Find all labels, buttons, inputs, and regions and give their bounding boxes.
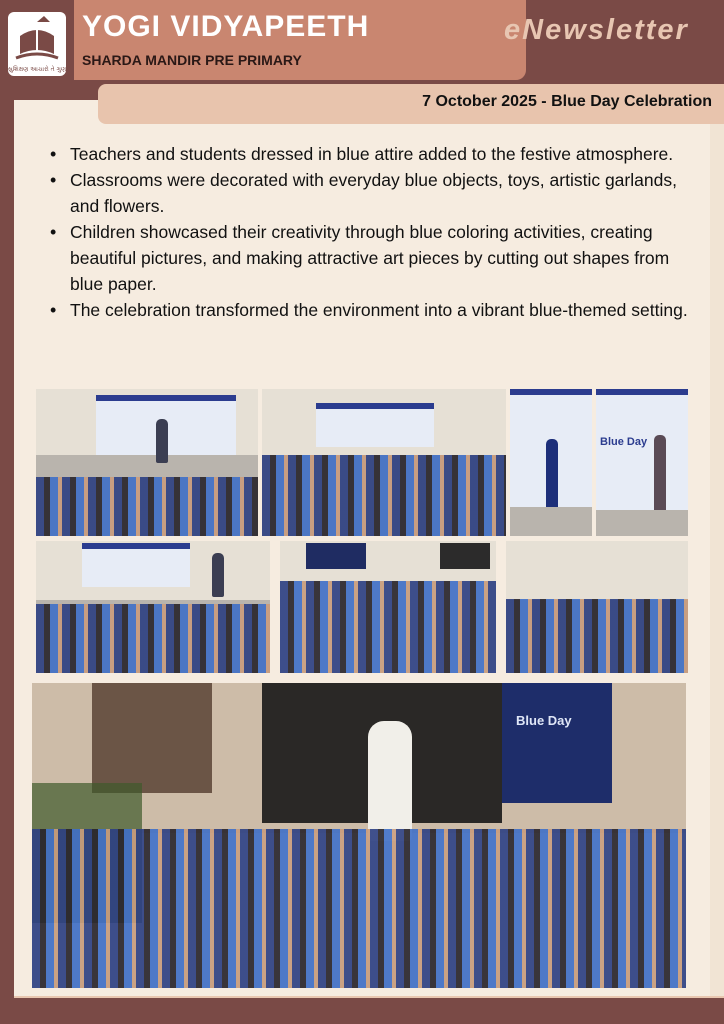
left-border-strip bbox=[0, 0, 14, 1024]
big-blue-day-label: Blue Day bbox=[516, 713, 572, 728]
logo-caption: સુશિક્ષણ આચારો તે ગુણ bbox=[7, 66, 67, 73]
photo-blue-day-teacher bbox=[596, 389, 688, 536]
footer-bar bbox=[0, 998, 724, 1024]
photo-classroom-stage-2 bbox=[262, 389, 506, 536]
photo-classroom-seated-2 bbox=[280, 541, 496, 673]
photo-girl-blue-dress bbox=[510, 389, 592, 536]
school-subtitle: SHARDA MANDIR PRE PRIMARY bbox=[82, 52, 302, 68]
bullet-item: • Teachers and students dressed in blue attire added to the festive atmosphere. bbox=[48, 141, 688, 167]
bullet-list bbox=[48, 141, 688, 323]
date-title: 7 October 2025 - Blue Day Celebration bbox=[422, 93, 712, 110]
big-blue-day-sign bbox=[502, 703, 612, 743]
photo-classroom-seated-1 bbox=[36, 541, 270, 673]
bullet-item: • Classrooms were decorated with everyday blue objects, toys, artistic garlands, and flowers. bbox=[48, 167, 688, 219]
school-logo bbox=[6, 6, 68, 82]
blue-day-label: Blue Day bbox=[600, 436, 648, 448]
bullet-item: • The celebration transformed the environment into a vibrant blue-themed setting. bbox=[48, 297, 688, 323]
photo-classroom-seated-3 bbox=[506, 541, 688, 673]
enewsletter-label: eNewsletter bbox=[504, 14, 689, 46]
school-name: YOGI VIDYAPEETH bbox=[82, 10, 370, 43]
photo-classroom-stage-1 bbox=[36, 389, 258, 536]
school-logo-icon bbox=[6, 6, 68, 82]
blue-day-board bbox=[596, 425, 688, 465]
photo-group-blue-day bbox=[32, 683, 686, 988]
right-border-strip bbox=[710, 100, 724, 1024]
bullet-item: • Children showcased their creativity through blue coloring activities, creating beautiful pictures, and making attractive art pieces by cutting out shapes from blue paper. bbox=[48, 219, 688, 297]
